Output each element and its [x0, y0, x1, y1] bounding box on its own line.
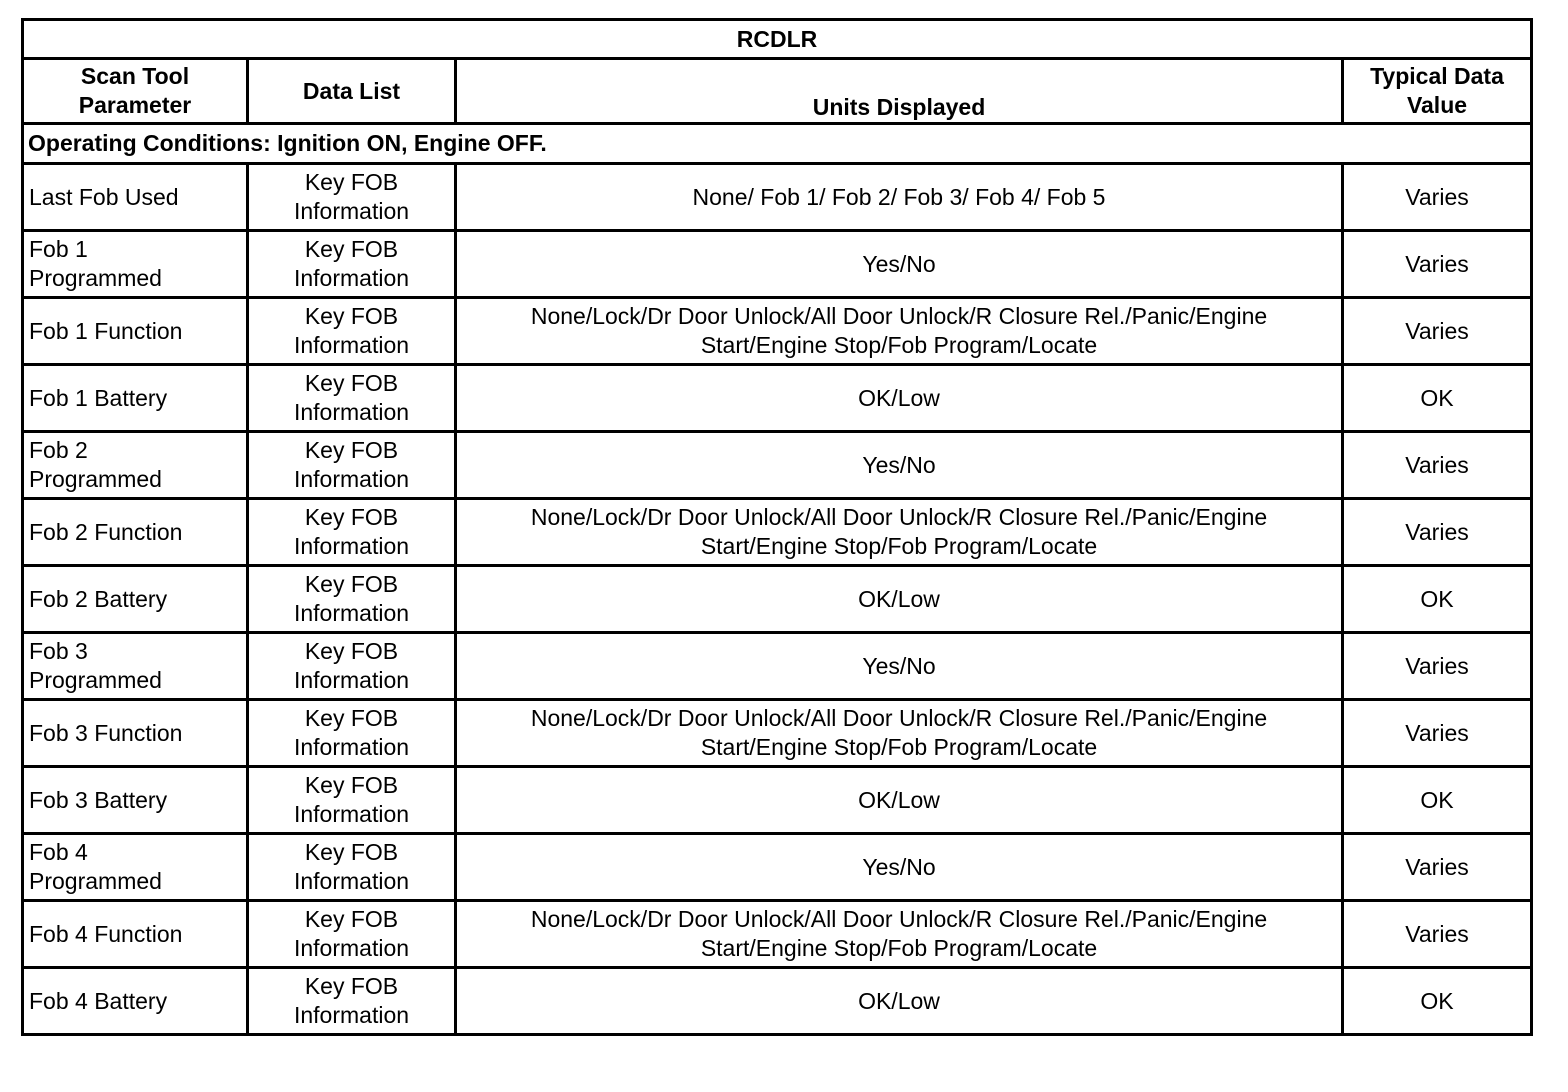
parameter-cell	[23, 164, 248, 231]
data-list-cell	[248, 834, 456, 901]
typical-value-cell: OK	[1343, 566, 1532, 633]
units-cell-line: None/ Fob 1/ Fob 2/ Fob 3/ Fob 4/ Fob 5	[692, 183, 1106, 210]
table-row	[23, 901, 1532, 968]
units-cell-line: Start/Engine Stop/Fob Program/Locate	[700, 734, 1098, 760]
data-list-cell-line: Information	[293, 868, 410, 894]
data-list-cell	[248, 968, 456, 1035]
typical-value-cell: Varies	[1343, 231, 1532, 298]
data-list-cell	[248, 365, 456, 432]
title-row	[23, 20, 1532, 59]
units-cell-line: Yes/No	[862, 652, 936, 679]
data-list-cell-line: Information	[293, 332, 410, 358]
parameter-cell-line: Fob 4 Function	[29, 920, 183, 947]
typical-value-cell: Varies	[1343, 432, 1532, 499]
units-cell-line: Start/Engine Stop/Fob Program/Locate	[700, 332, 1098, 358]
units-cell-line: OK/Low	[858, 786, 940, 813]
units-cell	[456, 298, 1343, 365]
header-typical-value	[1343, 59, 1532, 124]
parameter-cell	[23, 365, 248, 432]
table-row	[23, 499, 1532, 566]
data-list-cell-line: Information	[293, 265, 410, 291]
parameter-cell-line: Fob 4 Battery	[29, 987, 168, 1014]
parameter-cell	[23, 499, 248, 566]
header-parameter-line: Scan Tool	[80, 63, 190, 89]
data-list-cell-line: Information	[293, 935, 410, 961]
parameter-cell	[23, 968, 248, 1035]
header-units-displayed: Units Displayed	[456, 59, 1343, 124]
table-row	[23, 834, 1532, 901]
parameter-cell-line: Programmed	[29, 466, 162, 492]
typical-value-cell: OK	[1343, 767, 1532, 834]
data-list-cell-line: Key FOB	[304, 303, 399, 329]
units-cell-line: OK/Low	[858, 585, 940, 612]
typical-value-cell: OK	[1343, 365, 1532, 432]
parameter-cell-line: Programmed	[29, 265, 162, 291]
units-cell	[456, 968, 1343, 1035]
parameter-cell-line: Programmed	[29, 868, 162, 894]
data-list-cell-line: Information	[293, 466, 410, 492]
data-list-cell	[248, 164, 456, 231]
header-data-list: Data List	[248, 59, 456, 124]
units-cell	[456, 901, 1343, 968]
units-cell	[456, 365, 1343, 432]
header-typical-line: Value	[1406, 92, 1468, 118]
typical-value-cell: Varies	[1343, 834, 1532, 901]
data-list-cell-line: Key FOB	[304, 370, 399, 396]
typical-value-cell: OK	[1343, 968, 1532, 1035]
parameter-cell-line: Programmed	[29, 667, 162, 693]
data-list-cell-line: Key FOB	[304, 437, 399, 463]
table-row	[23, 298, 1532, 365]
table-body	[23, 20, 1532, 1035]
data-list-cell-line: Key FOB	[304, 169, 399, 195]
units-cell-line: Yes/No	[862, 250, 936, 277]
data-list-cell	[248, 432, 456, 499]
data-list-cell-line: Information	[293, 533, 410, 559]
table-row	[23, 365, 1532, 432]
units-cell	[456, 499, 1343, 566]
data-list-cell-line: Information	[293, 667, 410, 693]
parameter-cell	[23, 566, 248, 633]
parameter-cell	[23, 700, 248, 767]
units-cell	[456, 566, 1343, 633]
data-list-cell	[248, 298, 456, 365]
parameter-cell	[23, 767, 248, 834]
header-parameter	[23, 59, 248, 124]
header-typical-line: Typical Data	[1370, 63, 1504, 89]
typical-value-cell: Varies	[1343, 499, 1532, 566]
units-cell-line: Start/Engine Stop/Fob Program/Locate	[700, 533, 1098, 559]
data-list-cell	[248, 499, 456, 566]
parameter-cell-line: Fob 3 Function	[29, 719, 183, 746]
parameter-cell-line: Fob 1 Battery	[29, 384, 168, 411]
table-title: RCDLR	[23, 20, 1532, 59]
parameter-cell	[23, 231, 248, 298]
data-list-cell	[248, 633, 456, 700]
parameter-cell-line: Fob 2 Battery	[29, 585, 168, 612]
header-parameter-line: Parameter	[78, 92, 192, 118]
data-list-cell-line: Key FOB	[304, 504, 399, 530]
table-row	[23, 566, 1532, 633]
units-cell-line: Start/Engine Stop/Fob Program/Locate	[700, 935, 1098, 961]
units-cell	[456, 231, 1343, 298]
units-cell-line: Yes/No	[862, 853, 936, 880]
data-list-cell	[248, 767, 456, 834]
table-row	[23, 633, 1532, 700]
table-row	[23, 164, 1532, 231]
data-list-cell-line: Information	[293, 600, 410, 626]
units-cell	[456, 432, 1343, 499]
data-list-cell-line: Key FOB	[304, 772, 399, 798]
table-row	[23, 432, 1532, 499]
typical-value-cell: Varies	[1343, 164, 1532, 231]
parameter-cell-line: Last Fob Used	[29, 183, 179, 210]
data-list-cell	[248, 901, 456, 968]
typical-value-cell: Varies	[1343, 633, 1532, 700]
data-list-cell-line: Key FOB	[304, 839, 399, 865]
typical-value-cell: Varies	[1343, 298, 1532, 365]
operating-conditions: Operating Conditions: Ignition ON, Engine OFF.	[23, 124, 1532, 164]
data-list-cell-line: Key FOB	[304, 906, 399, 932]
typical-value-cell: Varies	[1343, 700, 1532, 767]
units-cell-line: None/Lock/Dr Door Unlock/All Door Unlock/R Closure Rel./Panic/Engine	[530, 906, 1268, 932]
parameter-cell-line: Fob 3 Battery	[29, 786, 168, 813]
data-list-cell-line: Key FOB	[304, 638, 399, 664]
parameter-cell-line: Fob 2	[29, 437, 88, 463]
data-list-cell	[248, 566, 456, 633]
data-list-cell-line: Information	[293, 399, 410, 425]
units-cell	[456, 164, 1343, 231]
table-row	[23, 968, 1532, 1035]
data-list-cell-line: Key FOB	[304, 571, 399, 597]
parameter-cell	[23, 901, 248, 968]
operating-conditions-row	[23, 124, 1532, 164]
parameter-cell-line: Fob 1	[29, 236, 88, 262]
data-list-cell	[248, 700, 456, 767]
units-cell-line: None/Lock/Dr Door Unlock/All Door Unlock/R Closure Rel./Panic/Engine	[530, 303, 1268, 329]
header-row	[23, 59, 1532, 124]
parameter-cell-line: Fob 2 Function	[29, 518, 183, 545]
data-list-cell-line: Key FOB	[304, 236, 399, 262]
table-row	[23, 767, 1532, 834]
data-list-cell-line: Information	[293, 734, 410, 760]
parameter-cell	[23, 633, 248, 700]
table-row	[23, 231, 1532, 298]
parameter-cell-line: Fob 4	[29, 839, 88, 865]
parameter-cell	[23, 834, 248, 901]
data-list-cell-line: Information	[293, 801, 410, 827]
units-cell-line: Yes/No	[862, 451, 936, 478]
parameter-cell	[23, 432, 248, 499]
table-row	[23, 700, 1532, 767]
units-cell	[456, 834, 1343, 901]
rcdlr-data-table	[21, 18, 1533, 1036]
units-cell	[456, 767, 1343, 834]
data-list-cell-line: Key FOB	[304, 705, 399, 731]
data-list-cell-line: Key FOB	[304, 973, 399, 999]
units-cell	[456, 700, 1343, 767]
data-list-cell	[248, 231, 456, 298]
data-list-cell-line: Information	[293, 198, 410, 224]
units-cell	[456, 633, 1343, 700]
parameter-cell-line: Fob 3	[29, 638, 88, 664]
units-cell-line: OK/Low	[858, 987, 940, 1014]
units-cell-line: None/Lock/Dr Door Unlock/All Door Unlock/R Closure Rel./Panic/Engine	[530, 504, 1268, 530]
typical-value-cell: Varies	[1343, 901, 1532, 968]
data-list-cell-line: Information	[293, 1002, 410, 1028]
units-cell-line: None/Lock/Dr Door Unlock/All Door Unlock/R Closure Rel./Panic/Engine	[530, 705, 1268, 731]
parameter-cell-line: Fob 1 Function	[29, 317, 183, 344]
parameter-cell	[23, 298, 248, 365]
units-cell-line: OK/Low	[858, 384, 940, 411]
